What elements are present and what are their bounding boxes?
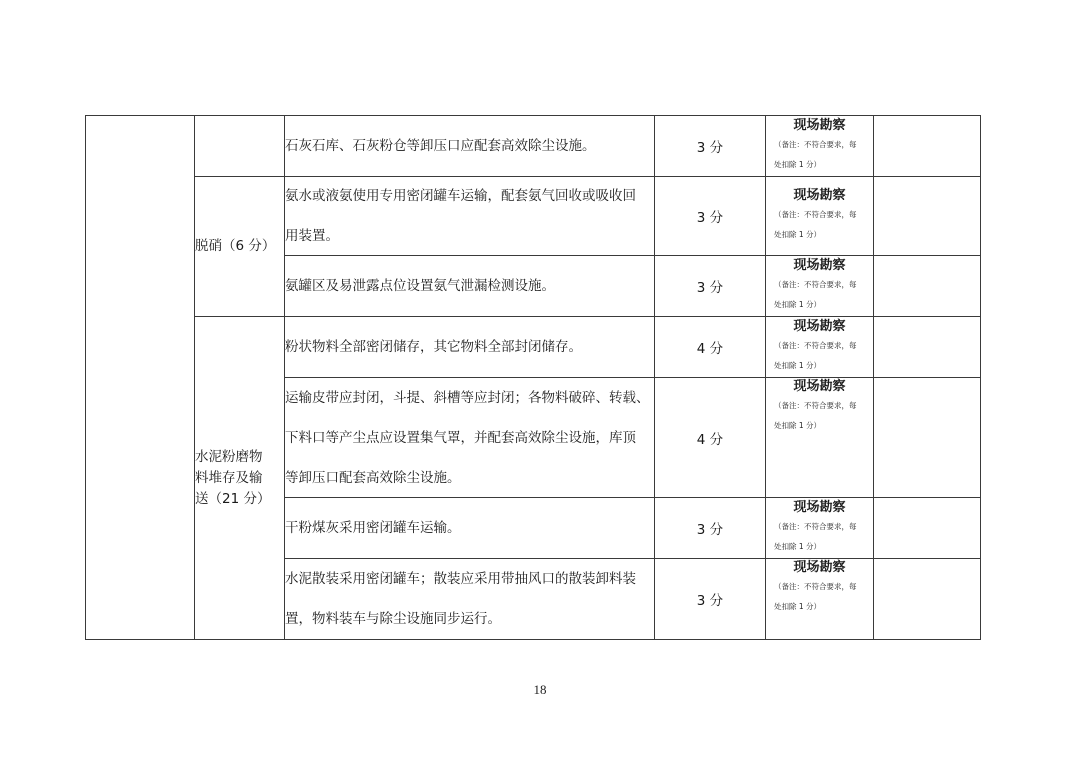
category-cell [195,116,285,177]
method-title: 现场勘察 [793,500,846,515]
remark-cell [874,256,981,317]
score-cell: 3 分 [655,559,766,640]
requirement-text: 石灰石库、石灰粉仓等卸压口应配套高效除尘设施。 [285,138,596,154]
requirement-text: 氨水或液氨使用专用密闭罐车运输，配套氨气回收或吸收回 [285,188,636,204]
remark-cell [874,116,981,177]
requirement-text: 粉状物料全部密闭储存，其它物料全部封闭储存。 [285,339,582,355]
score-cell: 3 分 [655,498,766,559]
method-note: 处扣除 1 分） [774,160,822,169]
section-cell [86,116,195,640]
method-note: （备注：不符合要求，每 [774,280,857,289]
remark-cell [874,177,981,256]
method-note: （备注：不符合要求，每 [774,401,857,410]
method-title: 现场勘察 [793,118,846,133]
method-cell [766,256,874,317]
assessment-table [85,115,981,640]
table-row [86,116,981,177]
remark-cell [874,378,981,498]
category-text: 送（21 分） [195,490,271,507]
method-cell [766,498,874,559]
method-title: 现场勘察 [793,188,846,203]
method-cell [766,378,874,498]
remark-cell [874,559,981,640]
requirement-text: 等卸压口配套高效除尘设施。 [285,469,461,486]
table-row [86,177,981,256]
requirement-text: 运输皮带应封闭，斗提、斜槽等应封闭；各物料破碎、转载、 [285,389,650,406]
requirement-text: 置，物料装车与除尘设施同步运行。 [285,611,501,627]
requirement-cell [285,177,655,256]
category-text: 水泥粉磨物 [195,448,263,465]
score-cell: 4 分 [655,378,766,498]
method-note: （备注：不符合要求，每 [774,210,857,219]
method-title: 现场勘察 [793,258,846,273]
method-note: 处扣除 1 分） [774,542,822,551]
table-row [86,317,981,378]
method-note: 处扣除 1 分） [774,300,822,309]
category-cell: 脱硝（6 分） [195,177,285,317]
method-title: 现场勘察 [793,379,846,394]
method-cell [766,116,874,177]
requirement-cell [285,498,655,559]
method-note: 处扣除 1 分） [774,421,822,430]
method-note: （备注：不符合要求，每 [774,522,857,531]
method-note: （备注：不符合要求，每 [774,140,857,149]
score-cell: 3 分 [655,116,766,177]
method-title: 现场勘察 [793,319,846,334]
score-cell: 3 分 [655,256,766,317]
method-cell [766,559,874,640]
requirement-text: 水泥散装采用密闭罐车；散装应采用带抽风口的散装卸料装 [285,571,636,587]
page-number: 18 [533,682,547,697]
method-note: （备注：不符合要求，每 [774,582,857,591]
method-cell [766,177,874,256]
requirement-text: 用装置。 [285,228,339,244]
requirement-cell [285,116,655,177]
requirement-cell [285,256,655,317]
method-note: 处扣除 1 分） [774,230,822,239]
category-cell [195,317,285,640]
method-title: 现场勘察 [793,560,846,575]
method-cell [766,317,874,378]
remark-cell [874,317,981,378]
method-note: （备注：不符合要求，每 [774,341,857,350]
requirement-cell [285,559,655,640]
score-cell: 3 分 [655,177,766,256]
method-note: 处扣除 1 分） [774,602,822,611]
requirement-cell [285,378,655,498]
requirement-cell [285,317,655,378]
requirement-text: 干粉煤灰采用密闭罐车运输。 [285,520,461,536]
category-text: 料堆存及输 [195,469,263,486]
remark-cell [874,498,981,559]
requirement-text: 氨罐区及易泄露点位设置氨气泄漏检测设施。 [285,278,555,294]
score-cell: 4 分 [655,317,766,378]
method-note: 处扣除 1 分） [774,361,822,370]
requirement-text: 下料口等产尘点应设置集气罩，并配套高效除尘设施，库顶 [285,429,636,446]
